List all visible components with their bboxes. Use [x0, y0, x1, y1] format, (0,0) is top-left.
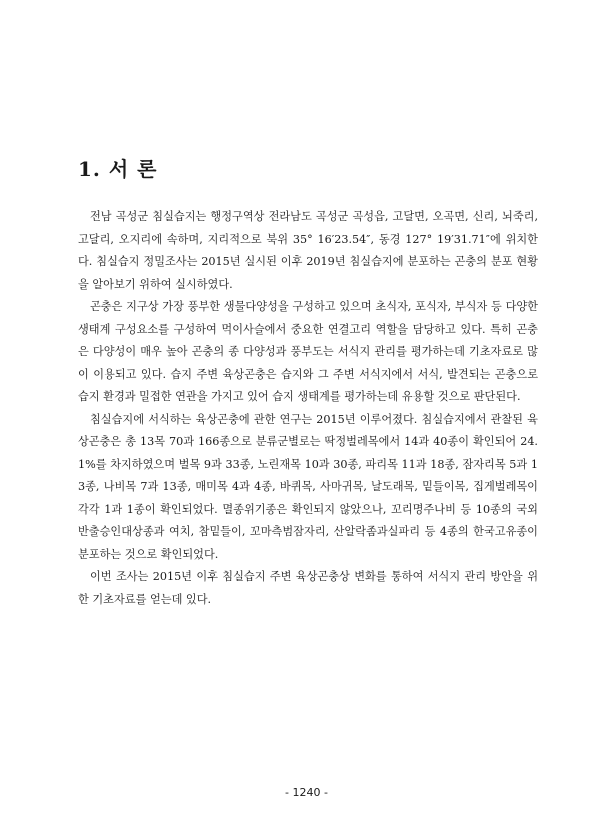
paragraph-study-site: 전남 곡성군 침실습지는 행정구역상 전라남도 곡성군 곡성읍, 고달면, 오곡면, 신리, 뇌죽리, 고달리, 오지리에 속하며, 지리적으로 북위 35° 16′23.54″, 동경 127° 19′31.71″에 위치한다. 침실습지 정밀조사는 2015년 실시된 이후 2019년 침실습지에 분포하는 곤충의 분포 현황을 알아보기 위하여 실시하였다. [78, 210, 538, 291]
page-number: - 1240 - [285, 786, 328, 799]
body-text [78, 206, 538, 611]
paragraph-survey-purpose: 이번 조사는 2015년 이후 침실습지 주변 육상곤충상 변화를 통하여 서식지 관리 방안을 위한 기초자료를 얻는데 있다. [78, 570, 538, 606]
paragraph-previous-research: 침실습지에 서식하는 육상곤충에 관한 연구는 2015년 이루어졌다. 침실습지에서 관찰된 육상곤충은 총 13목 70과 166종으로 분류군별로는 딱정벌레목에서 14과 40종이 확인되어 24.1%를 차지하였으며 벌목 9과 33종, 노린재목 10과 30종, 파리목 11과 18종, 잠자리목 5과 13종, 나비목 7과 13종, 매미목 4과 4종, 바퀴목, 사마귀목, 날도래목, 밑들이목, 집게벌레목이 각각 1과 1종이 확인되었다. 멸종위기종은 확인되지 않았으나, 꼬리명주나비 등 10종의 국외반출승인대상종과 여치, 참밑들이, 꼬마측범잠자리, 산알락좀과실파리 등 4종의 한국고유종이 분포하는 것으로 확인되었다. [78, 412, 538, 561]
section-title: 1. 서 론 [78, 157, 158, 181]
paragraph-insect-importance: 곤충은 지구상 가장 풍부한 생물다양성을 구성하고 있으며 초식자, 포식자, 부식자 등 다양한 생태계 구성요소를 구성하여 먹이사슬에서 중요한 연결고리 역할을 담당하고 있다. 특히 곤충은 다양성이 매우 높아 곤충의 종 다양성과 풍부도는 서식지 관리를 평가하는데 기초자료로 많이 이용되고 있다. 습지 주변 육상곤충은 습지와 그 주변 서식지에서 서식, 발견되는 곤충으로 습지 환경과 밀접한 연관을 가지고 있어 습지 생태계를 평가하는데 유용할 것으로 판단된다. [78, 300, 538, 403]
